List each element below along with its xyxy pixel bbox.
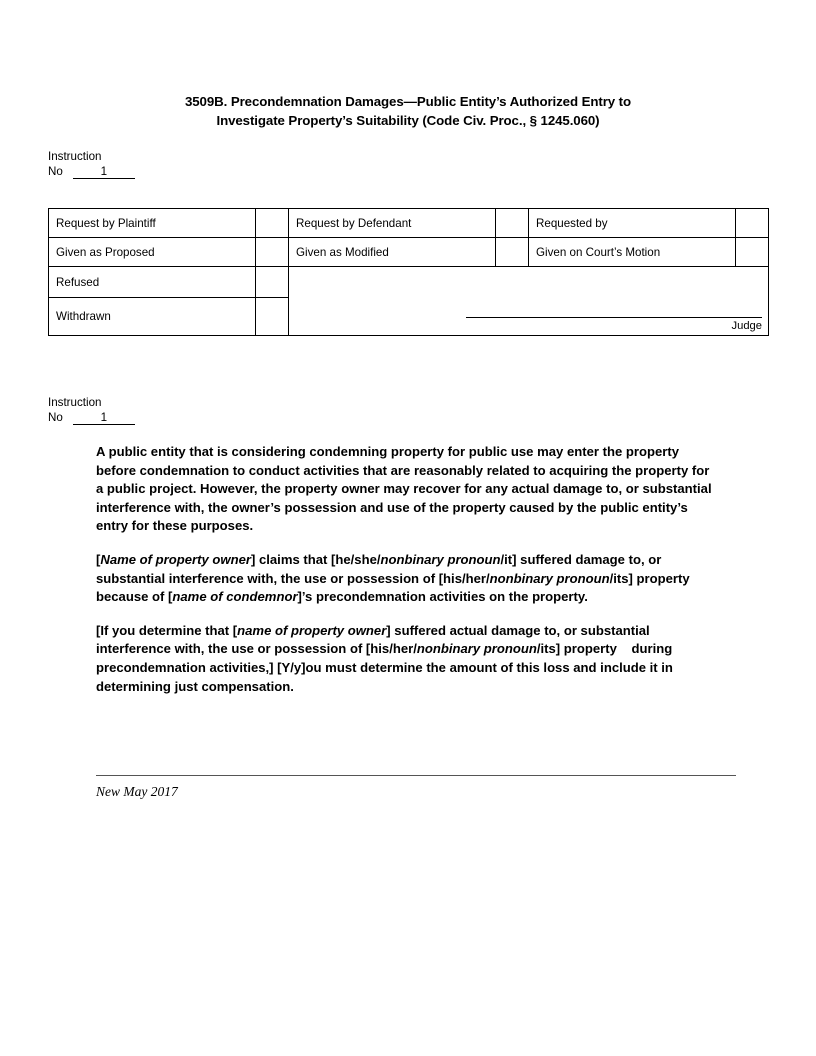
placeholder-nonbinary-pronoun: nonbinary pronoun <box>489 570 610 586</box>
instruction-body <box>96 443 716 696</box>
p3-segment-4: during precondemnation activities,] [Y/y]ou must determine the amount of this loss and include it in determining just compensation. <box>96 641 673 694</box>
cell-requested-by: Requested by <box>529 209 736 238</box>
placeholder-nonbinary-pronoun: nonbinary pronoun <box>380 551 501 567</box>
cell-given-as-proposed: Given as Proposed <box>49 238 256 267</box>
revision-date: New May 2017 <box>96 784 178 799</box>
placeholder-name-of-condemnor: name of condemnor <box>172 589 298 605</box>
checkbox-cell-request-by-plaintiff[interactable] <box>256 209 289 238</box>
title-line-2: Investigate Property’s Suitability (Code Civ. Proc., § 1245.060) <box>216 112 600 128</box>
table-row <box>49 209 769 238</box>
cell-request-by-plaintiff: Request by Plaintiff <box>49 209 256 238</box>
instruction-no-label: No <box>48 410 63 424</box>
table-row <box>49 267 769 298</box>
p3-segment-2: ] suffered actual damage to, or substantial interference with, the use or possession of [his/her/ <box>96 622 650 657</box>
body-paragraph-1: A public entity that is considering condemning property for public use may enter the property before condemnation to conduct activities that are reasonably related to acquiring the property for a public project. However, the property owner may recover for any actual damage to, or substantial interference with, the owner’s possession and use of the property caused by the public entity’s entry for these purposes. <box>96 444 712 534</box>
cell-withdrawn: Withdrawn <box>49 298 256 336</box>
p3-gap <box>617 641 632 656</box>
cell-refused: Refused <box>49 267 256 298</box>
cell-request-by-defendant: Request by Defendant <box>289 209 496 238</box>
instruction-label: Instruction <box>48 396 102 409</box>
p2-segment-2: ] claims that [he/she/ <box>250 551 381 567</box>
instruction-number-field[interactable]: 1 <box>73 411 135 425</box>
title-line-1: 3509B. Precondemnation Damages—Public Entity’s Authorized Entry to <box>184 94 632 109</box>
page-title <box>108 93 708 130</box>
checkbox-cell-withdrawn[interactable] <box>256 298 289 336</box>
cell-given-on-courts-motion: Given on Court’s Motion <box>529 238 736 267</box>
instruction-number-block-top <box>48 150 135 179</box>
p3-segment-3: /its] property <box>536 641 617 657</box>
checkbox-cell-refused[interactable] <box>256 267 289 298</box>
p2-segment-3: /it] suffered damage to, or substantial interference with, the use or possession of [his/her/ <box>96 551 662 586</box>
instruction-number-field[interactable]: 1 <box>73 165 135 179</box>
checkbox-cell-request-by-defendant[interactable] <box>496 209 529 238</box>
table-row <box>49 238 769 267</box>
checkbox-cell-given-on-courts-motion[interactable] <box>736 238 769 267</box>
p2-segment-1: [ <box>96 551 101 567</box>
placeholder-nonbinary-pronoun: nonbinary pronoun <box>416 641 537 657</box>
p3-segment-1: [If you determine that [ <box>96 622 238 638</box>
instruction-number-block-bottom <box>48 396 135 425</box>
placeholder-name-of-property-owner: Name of property owner <box>100 551 251 567</box>
body-paragraph-2 <box>96 551 716 607</box>
checkbox-cell-requested-by[interactable] <box>736 209 769 238</box>
p2-segment-5: ]’s precondemnation activities on the property. <box>297 589 588 605</box>
instruction-status-table <box>48 208 769 336</box>
placeholder-name-of-property-owner: name of property owner <box>237 622 387 638</box>
signature-area <box>466 317 762 333</box>
footer-divider <box>96 775 736 776</box>
signature-label: Judge <box>731 320 762 332</box>
instruction-no-label: No <box>48 164 63 178</box>
judge-signature-cell <box>289 267 769 336</box>
instruction-label: Instruction <box>48 150 102 163</box>
body-paragraph-3 <box>96 622 716 696</box>
cell-given-as-modified: Given as Modified <box>289 238 496 267</box>
checkbox-cell-given-as-modified[interactable] <box>496 238 529 267</box>
checkbox-cell-given-as-proposed[interactable] <box>256 238 289 267</box>
p2-segment-4: /its] property because of [ <box>96 570 690 605</box>
